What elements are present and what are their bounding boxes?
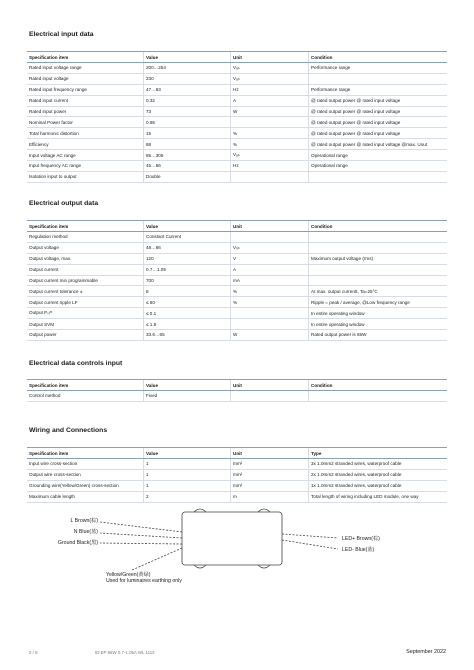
table-cell: V [231, 253, 309, 264]
table-row [27, 253, 447, 264]
table-cell [309, 171, 448, 182]
table-cell [231, 308, 309, 319]
table-cell: Vₐₙ [231, 150, 309, 161]
table-header-row [27, 52, 447, 63]
table-cell: % [231, 297, 309, 308]
table-cell: Output current min programmable [27, 275, 144, 286]
table-cell: Ripple = peak / average, @Low frequency range [309, 297, 448, 308]
table-cell: Rated input voltage range [27, 63, 144, 74]
column-header: Condition [309, 221, 448, 232]
table-cell: Performance range [309, 63, 448, 74]
table-cell: Isolation input to output [27, 171, 144, 182]
table-controls [27, 379, 447, 402]
table-cell: Regulation method [27, 232, 144, 243]
table-cell: W [231, 330, 309, 341]
housing-tab-top [194, 509, 206, 512]
table-cell: 230 [144, 73, 231, 84]
table-input [27, 51, 447, 183]
column-header: Unit [231, 448, 309, 459]
column-header: Condition [309, 52, 448, 63]
column-header: Condition [309, 380, 448, 391]
table-row [27, 319, 447, 330]
table-cell: Total harmonic distortion [27, 128, 144, 139]
section-title-wiring: Wiring and Connections [29, 427, 108, 434]
table-cell: 88 [144, 139, 231, 150]
table-row [27, 297, 447, 308]
table-cell: 3x 1.0mm2 stranded wires, waterproof cable [309, 459, 448, 470]
table-cell [231, 171, 309, 182]
table-cell: m [231, 491, 309, 502]
output-wire-plus [282, 534, 338, 538]
housing-tab-top-right [258, 509, 270, 512]
input-wire-n [100, 533, 182, 538]
table-cell: Grounding wire(Yellow/Green) cross-section [27, 480, 144, 491]
table-cell: 0.7…1.05 [144, 264, 231, 275]
table-cell: ≤ 0.1 [144, 308, 231, 319]
table-cell: Nominal Power factor [27, 117, 144, 128]
table-cell [231, 117, 309, 128]
table-cell: Maximum output voltage (rms) [309, 253, 448, 264]
table-cell: A [231, 264, 309, 275]
table-cell: Vₐₙ [231, 73, 309, 84]
table-row [27, 275, 447, 286]
table-cell: 200…254 [144, 63, 231, 74]
table-row [27, 232, 447, 243]
table-cell: 1 [144, 469, 231, 480]
table-cell: 33.6…65 [144, 330, 231, 341]
table-cell [309, 242, 448, 253]
column-header: Specification item [27, 52, 144, 63]
table-row [27, 469, 447, 480]
section-title-output: Electrical output data [29, 200, 99, 207]
ground-wire-yg [132, 548, 182, 570]
table-cell: Output current [27, 264, 144, 275]
section-title-controls: Electrical data controls input [29, 360, 123, 367]
table-cell: Rated input frequency range [27, 84, 144, 95]
table-cell: % [231, 128, 309, 139]
table-cell: Performance range [309, 84, 448, 95]
table-cell: Output power [27, 330, 144, 341]
table-cell: mm² [231, 459, 309, 470]
table-cell: mA [231, 275, 309, 286]
table-row [27, 308, 447, 319]
wiring-diagram [0, 500, 474, 600]
table-cell: Vₐₙ [231, 63, 309, 74]
table-cell: Double [144, 171, 231, 182]
table-row [27, 161, 447, 172]
table-header-row [27, 380, 447, 391]
column-header: Specification item [27, 221, 144, 232]
housing-tab-bottom [194, 565, 206, 568]
table-cell: Output Pₛᵢᵐ [27, 308, 144, 319]
table-cell: Output wire cross-section [27, 469, 144, 480]
output-wire-minus [282, 540, 338, 549]
table-row [27, 459, 447, 470]
table-cell: A [231, 95, 309, 106]
table-cell [309, 232, 448, 243]
table-cell: Rated input voltage [27, 73, 144, 84]
table-cell: 15 [144, 128, 231, 139]
table-output [27, 220, 447, 341]
column-header: Specification item [27, 380, 144, 391]
table-cell: @ rated output power @ rated input voltage [309, 128, 448, 139]
column-header: Specification item [27, 448, 144, 459]
column-header: Value [144, 52, 231, 63]
table-row [27, 106, 447, 117]
table-row [27, 150, 447, 161]
table-cell: Fixed [144, 391, 231, 402]
table-cell: ≤ 60 [144, 297, 231, 308]
table-cell: In entire operating window [309, 319, 448, 330]
column-header: Value [144, 380, 231, 391]
table-cell: Output SVM [27, 319, 144, 330]
label-l-brown: L Brown(棕) [70, 518, 98, 524]
table-cell: % [231, 286, 309, 297]
column-header: Unit [231, 52, 309, 63]
table-cell: Operational range [309, 150, 448, 161]
table-cell: Hz [231, 84, 309, 95]
table-row [27, 95, 447, 106]
table-cell: Vₔₙ [231, 242, 309, 253]
table-cell: 1 [144, 480, 231, 491]
table-row [27, 286, 447, 297]
table-cell: Input wire cross-section [27, 459, 144, 470]
table-cell: Input frequency AC range [27, 161, 144, 172]
table-cell: 45…66 [144, 161, 231, 172]
table-header-row [27, 221, 447, 232]
table-cell: 120 [144, 253, 231, 264]
table-cell: Total length of wiring including LED module, one way [309, 491, 448, 502]
table-cell [309, 391, 448, 402]
table-row [27, 84, 447, 95]
table-cell: Control method [27, 391, 144, 402]
table-row [27, 117, 447, 128]
table-row [27, 264, 447, 275]
table-cell: Output current ripple LF [27, 297, 144, 308]
table-cell: 8 [144, 286, 231, 297]
table-row [27, 73, 447, 84]
table-cell: Input voltage AC range [27, 150, 144, 161]
table-row [27, 242, 447, 253]
table-cell [231, 391, 309, 402]
table-cell: 48…66 [144, 242, 231, 253]
table-cell: 2 [144, 491, 231, 502]
table-cell: 73 [144, 106, 231, 117]
table-cell [231, 319, 309, 330]
table-cell [231, 232, 309, 243]
table-row [27, 171, 447, 182]
table-cell: % [231, 139, 309, 150]
table-cell: Output voltage, max. [27, 253, 144, 264]
label-earthing-note: Used for luminaires earthing only [106, 578, 182, 584]
table-cell: 0.95 [144, 117, 231, 128]
table-row [27, 139, 447, 150]
table-cell: In entire operating window [309, 308, 448, 319]
column-header: Unit [231, 221, 309, 232]
footer-page-number: 2 / 8 [29, 650, 38, 655]
table-cell: @ rated output power @ rated input voltage [309, 106, 448, 117]
table-cell: Output current tolerance ± [27, 286, 144, 297]
table-row [27, 391, 447, 402]
column-header: Value [144, 221, 231, 232]
table-cell: W [231, 106, 309, 117]
table-row [27, 128, 447, 139]
table-cell: 0.32 [144, 95, 231, 106]
label-yellow-green: Yellow/Green(黄绿) [106, 572, 151, 578]
column-header: Type [309, 448, 448, 459]
table-cell: Operational range [309, 161, 448, 172]
table-cell: 700 [144, 275, 231, 286]
column-header: Unit [231, 380, 309, 391]
table-cell: Maximum cable length [27, 491, 144, 502]
table-cell: Rated input power [27, 106, 144, 117]
label-ground-black: Ground Black(黑) [57, 540, 98, 546]
driver-housing [182, 512, 282, 565]
table-cell: @ rated output power @ rated input voltage @max. Uout [309, 139, 448, 150]
table-cell: Output voltage [27, 242, 144, 253]
table-row [27, 330, 447, 341]
footer-date: September 2022 [406, 649, 446, 655]
section-title-input: Electrical input data [29, 31, 94, 38]
table-cell: ≤ 1.8 [144, 319, 231, 330]
column-header: Value [144, 448, 231, 459]
table-cell [309, 264, 448, 275]
table-cell: At max. output currentt, Ta=25°C [309, 286, 448, 297]
table-cell: mm² [231, 480, 309, 491]
table-wiring [27, 447, 447, 503]
table-cell: 47…63 [144, 84, 231, 95]
table-cell: Constant Current [144, 232, 231, 243]
label-led-plus: LED+ Brown(棕) [342, 536, 380, 542]
label-n-blue: N Blue(蓝) [73, 529, 98, 535]
table-cell: Rated output power is 65W [309, 330, 448, 341]
table-row [27, 480, 447, 491]
table-cell: Efficiency [27, 139, 144, 150]
table-cell: mm² [231, 469, 309, 480]
table-header-row [27, 448, 447, 459]
table-cell: Rated input current [27, 95, 144, 106]
input-wire-ground [100, 543, 182, 544]
label-led-minus: LED- Blue(蓝) [342, 547, 375, 553]
table-cell: @ rated output power @ rated input voltage [309, 95, 448, 106]
table-cell: 1x 1.0mm2 stranded wires, waterproof cable [309, 480, 448, 491]
table-cell: @ rated output power @ rated input voltage [309, 117, 448, 128]
table-cell: 2x 1.0mm2 stranded wires, waterproof cable [309, 469, 448, 480]
footer-doc-id: ID:EP 65W 0.7-1.05A WL 1112 [95, 650, 155, 655]
table-cell: 1 [144, 459, 231, 470]
housing-tab-bottom-right [258, 565, 270, 568]
table-cell [309, 73, 448, 84]
table-cell [309, 275, 448, 286]
input-wire-l [100, 522, 182, 532]
table-cell: 85…305 [144, 150, 231, 161]
table-cell: Hz [231, 161, 309, 172]
table-row [27, 63, 447, 74]
